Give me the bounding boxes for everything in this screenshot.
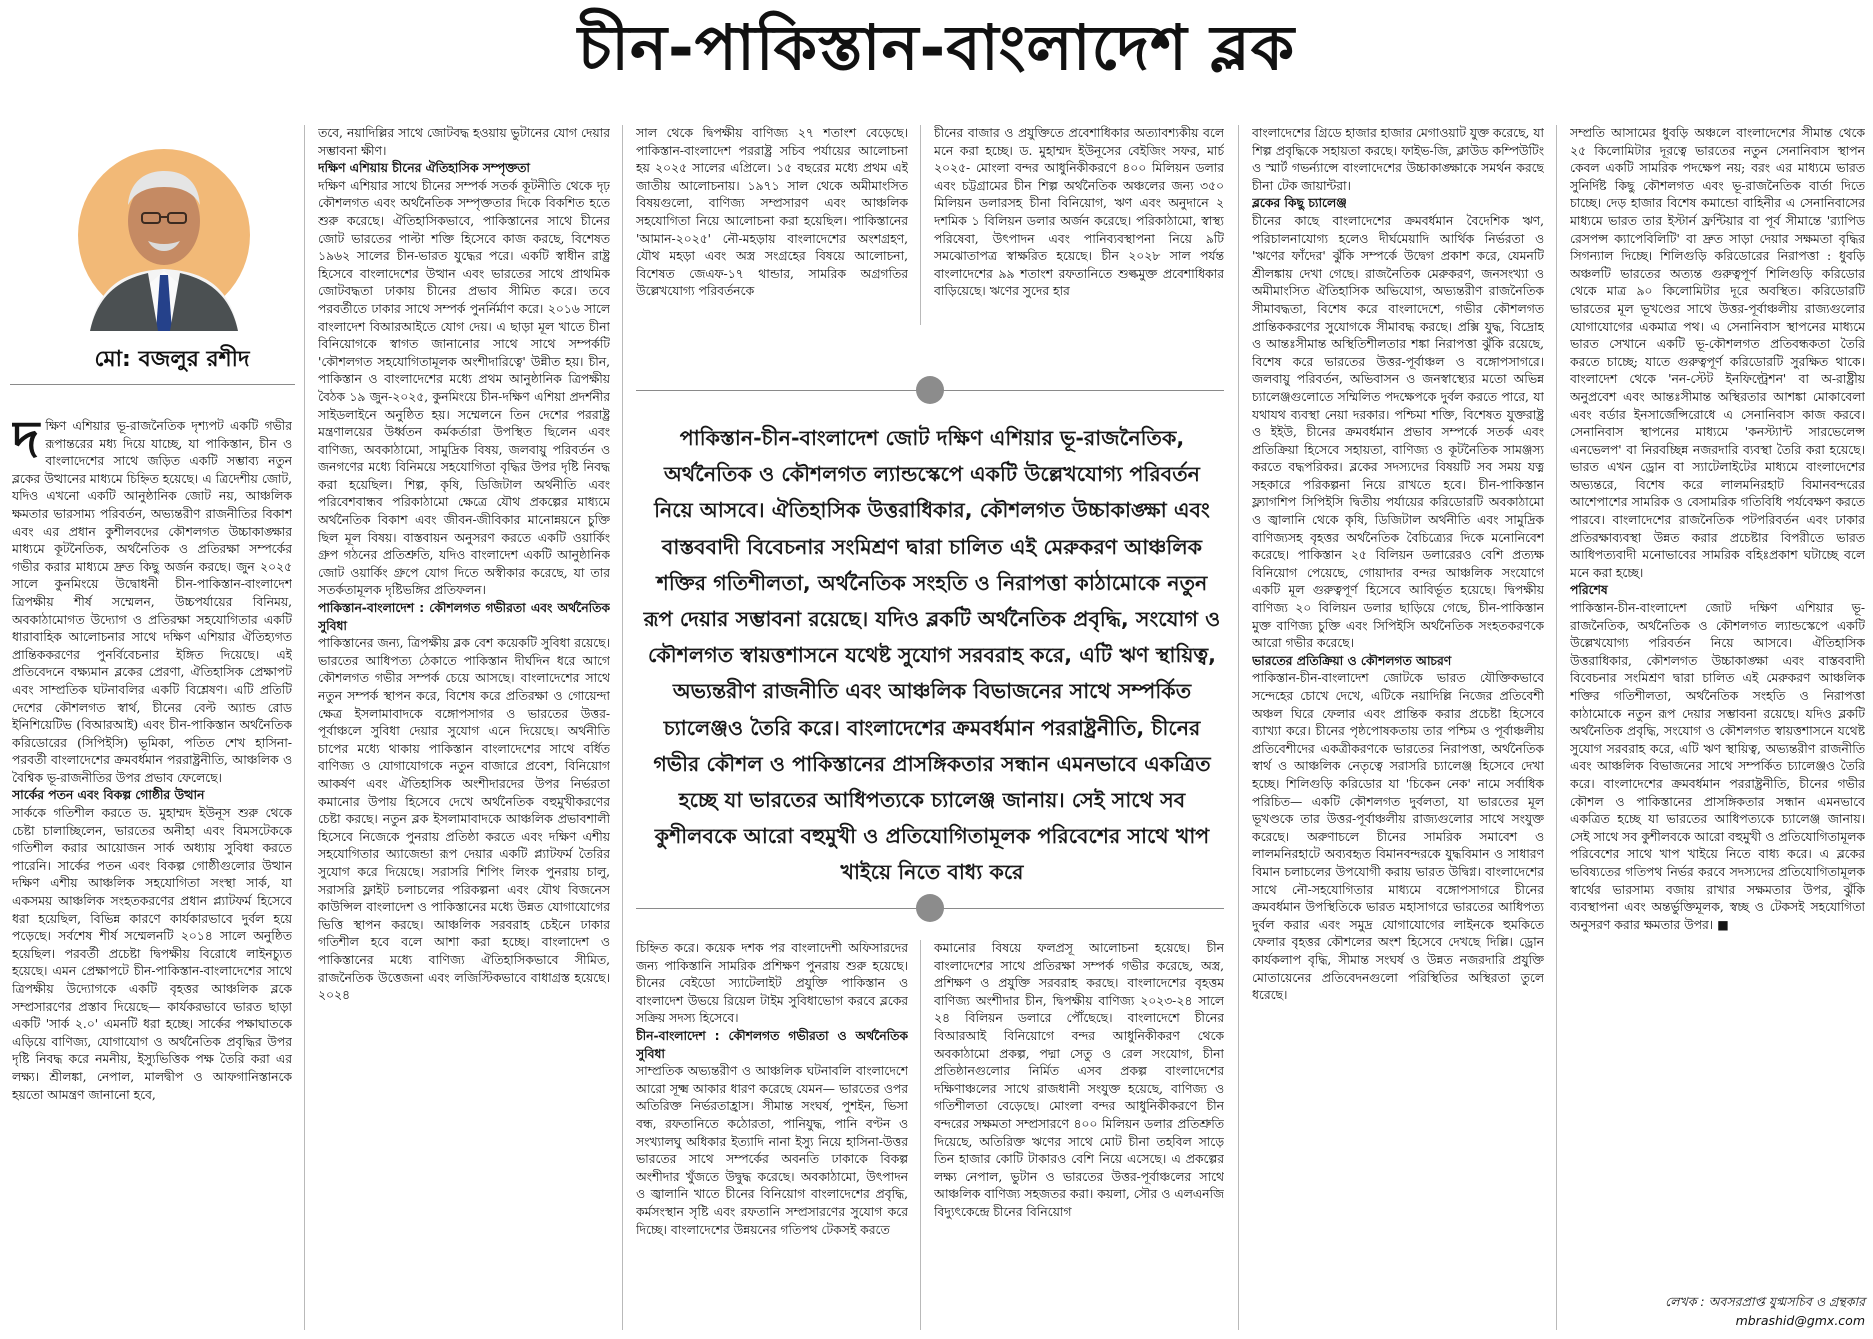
author-byline: মো: বজলুর রশীদ	[94, 347, 250, 372]
body-paragraph: চীনের বাজার ও প্রযুক্তিতে প্রবেশাধিকার অত্যাবশ্যকীয় বলে মনে করা হচ্ছে। ড. মুহাম্মদ ইউনূসের বেইজিং সফর, মার্চ ২০২৫- মোংলা বন্দর আধুনিকীকরণে ৪০০ মিলিয়ন ডলার এবং চট্টগ্রামের চীন শিল্প অর্থনৈতিক অঞ্চলের জন্য ৩৫০ মিলিয়ন ডলারসহ চীনা বিনিয়োগ, ঋণ এবং অনুদানে ২ দশমিক ১ বিলিয়ন ডলার অর্জন করেছে। পরিকাঠামো, স্বাস্থ্য পরিষেবা, উৎপাদন এবং পানিব্যবস্থাপনা নিয়ে ৯টি সমঝোতাপত্র স্বাক্ষরিত হয়েছে। চীন ২০২৮ সাল পর্যন্ত বাংলাদেশের ৯৯ শতাংশ রফতানিতে শুল্কমুক্ত প্রবেশাধিকার বাড়িয়েছে। ঋণের সুদের হার	[934, 126, 1224, 299]
body-paragraph: কমানোর বিষয়ে ফলপ্রসূ আলোচনা হয়েছে। চীন বাংলাদেশের সাথে প্রতিরক্ষা সম্পর্ক গভীর করেছে, অস্ত্র, প্রশিক্ষণ ও প্রযুক্তি সরবরাহ করছে। বাংলাদেশের বৃহত্তম বাণিজ্য অংশীদার চীন, দ্বিপক্ষীয় বাণিজ্য ২০২৩-২৪ সালে ২৪ বিলিয়ন ডলারে পৌঁছেছে। বাংলাদেশে চীনের বিআরআই বিনিয়োগে বন্দর আধুনিকীকরণ থেকে অবকাঠামো প্রকল্প, পদ্মা সেতু ও রেল সংযোগ, চীনা প্রতিষ্ঠানগুলোর নির্মিত এসব প্রকল্প বাংলাদেশের দক্ষিণাঞ্চলের সাথে রাজধানী সংযুক্ত হয়েছে, বাণিজ্য ও গতিশীলতা বেড়েছে। মোংলা বন্দর আধুনিকীকরণে চীন বন্দরের সক্ষমতা সম্প্রসারণে ৪০০ মিলিয়ন ডলার প্রতিশ্রুতি দিয়েছে, অতিরিক্ত ঋণের সাথে মোট চীনা তহবিল সাড়ে তিন হাজার কোটি টাকারও বেশি নিয়ে এসেছে। এ প্রকল্পের লক্ষ্য নেপাল, ভুটান ও ভারতের উত্তর-পূর্বাঞ্চলের সাথে আঞ্চলিক বাণিজ্য সহজতর করা। কয়লা, সৌর ও এলএনজি বিদ্যুৎকেন্দ্রে চীনের বিনিয়োগ	[934, 941, 1224, 1219]
body-paragraph: সম্প্রতি আসামের ধুবড়ি অঞ্চলে বাংলাদেশের সীমান্ত থেকে ২৫ কিলোমিটার দূরত্বে ভারতের নতুন সেনানিবাস স্থাপন কেবল একটি সামরিক পদক্ষেপ নয়; বরং এর মাধ্যমে ভারত সুনির্দিষ্ট কিছু কৌশলগত এবং ভূ-রাজনৈতিক বার্তা দিতে চাচ্ছে। দেড় হাজার বিশেষ কমান্ডো বাহিনীর এ সেনানিবাসের মাধ্যমে ভারত তার ইস্টার্ন ফ্রন্টিয়ার বা পূর্ব সীমান্তে 'র‍্যাপিড রেসপন্স ক্যাপেবিলিটি' বা দ্রুত সাড়া দেয়ার সক্ষমতা বৃদ্ধির সিগন্যাল দিচ্ছে। শিলিগুড়ি করিডোরের নিরাপত্তা : ধুবড়ি অঞ্চলটি ভারতের অত্যন্ত গুরুত্বপূর্ণ শিলিগুড়ি করিডোর থেকে মাত্র ৯০ কিলোমিটার দূরে অবস্থিত। করিডোরটি ভারতের মূল ভূখণ্ডের সাথে উত্তর-পূর্বাঞ্চলীয় রাজ্যগুলোর যোগাযোগের একমাত্র পথ। এ সেনানিবাস স্থাপনের মাধ্যমে ভারত সেখানে একটি ভূ-কৌশলগত প্রতিবন্ধকতা তৈরি করতে চাচ্ছে; যাতে গুরুত্বপূর্ণ করিডোরটি সুরক্ষিত থাকে। বাংলাদেশ থেকে 'নন-স্টেট ইনফিল্ট্রেশন' বা অ-রাষ্ট্রীয় অনুপ্রবেশ এবং আন্তঃসীমান্ত অস্থিরতার আশঙ্কা মোকাবেলা এবং বর্ডার ইনসার্জেন্সিরোধে এ সেনানিবাস কাজ করবে। সেনানিবাস স্থাপনের মাধ্যমে 'কনস্ট্যান্ট সারভেলেন্স এনভেলপ' বা নিরবচ্ছিন্ন নজরদারি ব্যবস্থা তৈরি করা হয়েছে। ভারত এখন ড্রোন বা স্যাটেলাইটের মাধ্যমে বাংলাদেশের অভ্যন্তরে, বিশেষ করে লালমনিরহাট বিমানবন্দরের আশেপাশের সামরিক ও বেসামরিক গতিবিধি পর্যবেক্ষণ করতে পারবে। বাংলাদেশের রাজনৈতিক পটপরিবর্তন এবং ঢাকার প্রতিরক্ষাব্যবস্থা উন্নত করার প্রচেষ্টার বিপরীতে ভারত আধিপত্যবাদী মনোভাবের সামরিক বহিঃপ্রকাশ ঘটাচ্ছে বলে মনে করা হচ্ছে।	[1570, 126, 1865, 580]
subhead-bloc-challenges: ব্লকের কিছু চ্যালেঞ্জ	[1252, 196, 1347, 211]
author-portrait-image	[78, 143, 250, 331]
drop-cap: দ	[12, 418, 40, 470]
body-paragraph: পাকিস্তান-চীন-বাংলাদেশ জোট দক্ষিণ এশিয়ার ভূ-রাজনৈতিক, অর্থনৈতিক ও কৌশলগত ল্যান্ডস্কেপে একটি উল্লেখযোগ্য পরিবর্তন নিয়ে আসবে। ঐতিহাসিক উত্তরাধিকার, কৌশলগত উচ্চাকাঙ্ক্ষা এবং বাস্তববাদী বিবেচনার সংমিশ্রণ দ্বারা চালিত এই মেরুকরণ আঞ্চলিক শক্তির গতিশীলতা, অর্থনৈতিক সংহতি ও নিরাপত্তা কাঠামোকে নতুন রূপ দেয়ার সম্ভাবনা রয়েছে। যদিও ব্লকটি অর্থনৈতিক প্রবৃদ্ধি, সংযোগ ও কৌশলগত স্বায়ত্তশাসনে যথেষ্ট সুযোগ সরবরাহ করে, এটি ঋণ স্থায়িত্ব, অভ্যন্তরীণ রাজনীতি এবং আঞ্চলিক বিভাজনের সাথে সম্পর্কিত চ্যালেঞ্জও তৈরি করে। বাংলাদেশের ক্রমবর্ধমান পররাষ্ট্রনীতি, চীনের গভীর কৌশল ও পাকিস্তানের প্রাসঙ্গিকতার সন্ধান এমনভাবে একত্রিত হচ্ছে যা ভারতের আধিপত্যকে চ্যালেঞ্জ জানায়। সেই সাথে সব কুশীলবকে আরো বহুমুখী ও প্রতিযোগিতামূলক পরিবেশের সাথে খাপ খাইয়ে নিতে বাধ্য করে। এ ব্লকের ভবিষ্যতের গতিপথ নির্ভর করবে সদস্যদের প্রতিযোগিতামূলক স্বার্থের ভারসাম্য বজায় রাখার সক্ষমতার উপর, ঝুঁকি ব্যবস্থাপনা এবং অন্তর্ভুক্তিমূলক, স্বচ্ছ ও টেকসই সহযোগিতা অনুসরণ করার ক্ষমতার উপর। ■	[1570, 601, 1865, 932]
writer-email: mbrashid@gmx.com	[1735, 1313, 1865, 1328]
column-6	[1570, 125, 1865, 1285]
pullquote-dot-bottom	[916, 894, 944, 922]
column-divider	[304, 125, 305, 1330]
column-3-bottom	[636, 940, 908, 1330]
body-paragraph: তবে, নয়াদিল্লির সাথে জোটবদ্ধ হওয়ায় ভুটানের যোগ দেয়ার সম্ভাবনা ক্ষীণ।	[318, 126, 610, 158]
body-paragraph: চিহ্নিত করে। কয়েক দশক পর বাংলাদেশী অফিসারদের জন্য পাকিস্তানি সামরিক প্রশিক্ষণ পুনরায় শুরু হয়েছে। চীনের বেইডো স্যাটেলাইট প্রযুক্তি পাকিস্তান ও বাংলাদেশ উভয়ে রিয়েল টাইম সুবিধাভোগ করবে ব্লকের সক্রিয় সদস্য হিসেবে।	[636, 941, 908, 1026]
end-mark: ■	[1717, 917, 1729, 932]
subhead-india-response: ভারতের প্রতিক্রিয়া ও কৌশলগত আচরণ	[1252, 653, 1452, 668]
body-paragraph: দক্ষিণ এশিয়ার সাথে চীনের সম্পর্ক সতর্ক কূটনীতি থেকে দৃঢ় কৌশলগত এবং অর্থনৈতিক সম্পৃক্ততার দিকে বিকশিত হতে শুরু করেছে। ঐতিহাসিকভাবে, পাকিস্তানের সাথে চীনের জোট ভারতের পাল্টা শক্তি হিসেবে কাজ করছে, বিশেষত ১৯৬২ সালের চীন-ভারত যুদ্ধের পরে। একটি স্বাধীন রাষ্ট্র হিসেবে বাংলাদেশের উত্থান এবং ভারতের সাথে প্রাথমিক জোটবদ্ধতা ঢাকায় চীনের প্রভাব সীমিত করে। তবে পরবর্তীতে ঢাকার সাথে সম্পর্ক পুনর্নির্মাণ করে। ২০১৬ সালে বাংলাদেশ বিআরআইতে যোগ দেয়। এ ছাড়া মূল খাতে চীনা বিনিয়োগকে স্বাগত জানানোর সাথে সাথে সম্পর্কটি 'কৌশলগত সহযোগিতামূলক অংশীদারিত্বে' উন্নীত হয়। চীন, পাকিস্তান ও বাংলাদেশের মধ্যে প্রথম আনুষ্ঠানিক ত্রিপক্ষীয় বৈঠক ১৯ জুন-২০২৫, কুনমিংয়ে চীন-দক্ষিণ এশিয়া প্রদর্শনীর সাইডলাইনে অনুষ্ঠিত হয়। সম্মেলনে তিন দেশের পররাষ্ট্র মন্ত্রণালয়ের উর্ধ্বতন কর্মকর্তারা উপস্থিত ছিলেন এবং বাণিজ্য, অবকাঠামো, সামুদ্রিক বিষয়, জলবায়ু পরিবর্তন ও জনগণের মধ্যে বিনিময়ে সহযোগিতা বৃদ্ধির উপর দৃষ্টি নিবদ্ধ করা হয়েছিল। শিল্প, কৃষি, ডিজিটাল অর্থনীতি এবং পরিবেশবান্ধব পরিকাঠামো ক্ষেত্রে যৌথ প্রকল্পের মাধ্যমে অর্থনৈতিক বিকাশ এবং জীবন-জীবিকার মানোন্নয়নে চুক্তি ছিল মূল বিষয়। বাস্তবায়ন অনুসরণ করতে একটি ওয়ার্কিং গ্রুপ গঠনের প্রতিশ্রুতি, যদিও বাংলাদেশ একটি আনুষ্ঠানিক জোট ওয়ার্কিং গ্রুপে যোগ দিতে অস্বীকার করেছে, যা তার সতর্কতামূলক দৃষ্টিভঙ্গির প্রতিফলন।	[318, 178, 610, 598]
column-4-top	[934, 125, 1224, 325]
column-4-bottom	[934, 940, 1224, 1330]
byline-rule	[10, 384, 295, 385]
column-divider	[920, 940, 921, 1330]
body-paragraph: বাংলাদেশের গ্রিডে হাজার হাজার মেগাওয়াট যুক্ত করেছে, যা শিল্প প্রবৃদ্ধিকে সহায়তা করছে। ফাইভ-জি, ক্লাউড কম্পিউটিং ও স্মার্ট গভর্ন্যান্সে বাংলাদেশের উচ্চাকাঙ্ক্ষাকে সমর্থন করছে চীনা টেক জায়ান্টরা।	[1252, 126, 1544, 193]
column-3-top	[636, 125, 908, 325]
column-5	[1252, 125, 1544, 1328]
column-divider	[1556, 125, 1557, 1330]
writer-credit: লেখক : অবসরপ্রাপ্ত যুগ্মসচিব ও গ্রন্থকার	[1665, 1294, 1865, 1309]
column-divider	[1238, 125, 1239, 1330]
subhead-saarc-collapse: সার্কের পতন এবং বিকল্প গোষ্ঠীর উত্থান	[12, 788, 205, 803]
author-photo	[78, 143, 250, 331]
body-paragraph: চীনের কাছে বাংলাদেশের ক্রমবর্ধমান বৈদেশিক ঋণ, পরিচালনাযোগ্য হলেও দীর্ঘমেয়াদি আর্থিক নির্ভরতা ও 'ঋণের ফাঁদের' ঝুঁকি সম্পর্কে উদ্বেগ প্রকাশ করে, যেমনটি শ্রীলঙ্কায় দেখা গেছে। রাজনৈতিক মেরুকরণ, জনসংখ্যা ও অমীমাংসিত ঐতিহাসিক অভিযোগ, অভ্যন্তরীণ রাজনৈতিক সীমাবদ্ধতা, বিশেষ করে বাংলাদেশে, গভীর কৌশলগত প্রান্তিককরণের সুযোগকে সীমাবদ্ধ করছে। প্রক্সি যুদ্ধ, বিদ্রোহ ও আন্তঃসীমান্ত অস্থিতিশীলতার শঙ্কা নিরাপত্তা ঝুঁকি রয়েছে, বিশেষ করে ভারতের উত্তর-পূর্বাঞ্চল ও বঙ্গোপসাগরে। জলবায়ু পরিবর্তন, অভিবাসন ও জনস্বাস্থ্যের মতো অভিন্ন চ্যালেঞ্জগুলোতে সম্মিলিত পদক্ষেপকে দুর্বল করতে পারে, যা যথাযথ ব্যবস্থা নেয়া দরকার। পশ্চিমা শক্তি, বিশেষত যুক্তরাষ্ট্র ও ইইউ, চীনের ক্রমবর্ধমান প্রভাব সম্পর্কে সতর্ক এবং প্রতিক্রিয়া হিসেবে সহায়তা, বাণিজ্য ও কূটনৈতিক সামঞ্জস্য করতে বদ্ধপরিকর। ব্লকের সদস্যদের বিষয়টি সব সময় যত্ন সহকারে পরিকল্পনা নিয়ে রাখতে হবে। চীন-পাকিস্তান ফ্ল্যাগশিপ সিপিইসি দ্বিতীয় পর্যায়ের করিডোরটি অবকাঠামো ও জ্বালানি থেকে কৃষি, ডিজিটাল অর্থনীতি এবং সামুদ্রিক বাণিজ্যসহ বৃহত্তর অর্থনৈতিক বৈচিত্র্যের দিকে মনোনিবেশ করেছে। পাকিস্তান ২৫ বিলিয়ন ডলারেরও বেশি প্রত্যক্ষ বিনিয়োগ পেয়েছে, গোয়াদার বন্দর আঞ্চলিক সংযোগে একটি মূল গুরুত্বপূর্ণ হিসেবে আবির্ভূত হয়েছে। দ্বিপক্ষীয় বাণিজ্য ২০ বিলিয়ন ডলার ছাড়িয়ে গেছে, চীন-পাকিস্তান মুক্ত বাণিজ্য চুক্তি এবং সিপিইসি অর্থনৈতিক সংহতকরণকে আরো গভীর করেছে।	[1252, 213, 1544, 651]
column-divider	[622, 125, 623, 1330]
column-2	[318, 125, 610, 1328]
pullquote-dot-top	[916, 376, 944, 404]
body-paragraph: পাকিস্তান-চীন-বাংলাদেশ জোটকে ভারত যৌক্তিকভাবে সন্দেহের চোখে দেখে, এটিকে নয়াদিল্লি নিজের প্রতিবেশী অঞ্চল ঘিরে ফেলার এবং প্রান্তিক করার প্রচেষ্টা হিসেবে ব্যাখ্যা করে। চীনের পৃষ্ঠপোষকতায় তার পশ্চিম ও পূর্বাঞ্চলীয় প্রতিবেশীদের একত্রীকরণকে ভারতের নিরাপত্তা, অর্থনৈতিক স্বার্থ ও আঞ্চলিক নেতৃত্বে সরাসরি চ্যালেঞ্জ হিসেবে দেখা হচ্ছে। শিলিগুড়ি করিডোর যা 'চিকেন নেক' নামে সর্বাধিক পরিচিত— একটি কৌশলগত দুর্বলতা, যা ভারতের মূল ভূখণ্ডকে তার উত্তর-পূর্বাঞ্চলীয় রাজ্যগুলোর সাথে সংযুক্ত করেছে। অরুণাচলে চীনের সামরিক সমাবেশ ও লালমনিরহাটে অব্যবহৃত বিমানবন্দরকে যুদ্ধবিমান ও সাধারণ বিমান চলাচলের উপযোগী করায় ভারত উদ্বিগ্ন। বাংলাদেশের সাথে নৌ-সহযোগিতার মাধ্যমে বঙ্গোপসাগরে চীনের ক্রমবর্ধমান উপস্থিতিকে ভারত মহাসাগরে ভারতের আধিপত্য দুর্বল করার এবং সমুদ্র যোগাযোগের লাইনকে হুমকিতে ফেলার বৃহত্তর কৌশলের অংশ হিসেবে দেখছে দিল্লি। ড্রোন কার্যকলাপ বৃদ্ধি, সীমান্ত সংঘর্ষ ও উন্নত নজরদারি প্রযুক্তি মোতায়েনের প্রতিবেদনগুলো পরিস্থিতির অস্থিরতা তুলে ধরেছে।	[1252, 671, 1544, 1003]
subhead-pakistan-bangladesh: পাকিস্তান-বাংলাদেশ : কৌশলগত গভীরতা এবং অর্থনৈতিক সুবিধা	[318, 601, 610, 633]
body-paragraph: পাকিস্তানের জন্য, ত্রিপক্ষীয় ব্লক বেশ কয়েকটি সুবিধা রয়েছে। ভারতের আধিপত্য ঠেকাতে পাকিস্তান দীর্ঘদিন ধরে আগে কৌশলগত গভীর সম্পর্ক চেয়ে আসছে। বাংলাদেশের সাথে নতুন সম্পর্ক স্থাপন করে, বিশেষ করে প্রতিরক্ষা ও গোয়েন্দা ক্ষেত্র ইসলামাবাদকে বঙ্গোপসাগর ও ভারতের উত্তর-পূর্বাঞ্চলে সুবিধা দেয়ার সুযোগ এনে দিয়েছে। অর্থনীতি চাপের মধ্যে থাকায় পাকিস্তান বাংলাদেশের সাথে বর্ধিত বাণিজ্য ও যোগাযোগকে নতুন বাজারে প্রবেশ, বিনিয়োগ আকর্ষণ এবং ঐতিহাসিক অংশীদারদের উপর নির্ভরতা কমানোর উপায় হিসেবে দেখে অর্থনৈতিক বহুমুখীকরণের চেষ্টা করছে। নতুন ব্লক ইসলামাবাদকে আঞ্চলিক প্রভাবশালী হিসেবে নিজেকে পুনরায় প্রতিষ্ঠা করতে এবং দক্ষিণ এশীয় সহযোগিতার অ্যাজেন্ডা রূপ দেয়ার একটি প্ল্যাটফর্ম তৈরির সুযোগ করে দিয়েছে। সরাসরি শিপিং লিংক পুনরায় চালু, সরাসরি ফ্লাইট চলাচলের পরিকল্পনা এবং যৌথ বিজনেস কাউন্সিল বাংলাদেশ ও পাকিস্তানের মধ্যে উন্নত যোগাযোগের ভিত্তি স্থাপন করছে। আঞ্চলিক সরবরাহ চেইনে ঢাকার গতিশীল হবে বলে আশা করা হচ্ছে। বাংলাদেশ ও পাকিস্তানের মধ্যে বাণিজ্য ঐতিহাসিকভাবে সীমিত, রাজনৈতিক উত্তেজনা এবং লজিস্টিকভাবে বাধাগ্রস্ত হয়েছে। ২০২৪	[318, 636, 610, 1003]
body-paragraph: সাল থেকে দ্বিপক্ষীয় বাণিজ্য ২৭ শতাংশ বেড়েছে। পাকিস্তান-বাংলাদেশ পররাষ্ট্র সচিব পর্যায়ের আলোচনা হয় ২০২৫ সালের এপ্রিলে। ১৫ বছরের মধ্যে প্রথম এই জাতীয় আলোচনায়। ১৯৭১ সাল থেকে অমীমাংসিত বিষয়গুলো, বাণিজ্য সম্প্রসারণ এবং আঞ্চলিক সহযোগিতা নিয়ে আলোচনা করা হয়েছিল। পাকিস্তানের 'আমান-২০২৫' নৌ-মহড়ায় বাংলাদেশের অংশগ্রহণ, যৌথ মহড়া এবং অস্ত্র সংগ্রহের বিষয়ে আলোচনা, বিশেষত জেএফ-১৭ থান্ডার, সামরিক অগ্রগতির উল্লেখযোগ্য পরিবর্তনকে	[636, 126, 908, 299]
subhead-china-bangladesh: চীন-বাংলাদেশ : কৌশলগত গভীরতা ও অর্থনৈতিক সুবিধা	[636, 1028, 908, 1061]
pull-quote: পাকিস্তান-চীন-বাংলাদেশ জোট দক্ষিণ এশিয়ার ভূ-রাজনৈতিক, অর্থনৈতিক ও কৌশলগত ল্যান্ডস্কেপে একটি উল্লেখযোগ্য পরিবর্তন নিয়ে আসবে। ঐতিহাসিক উত্তরাধিকার, কৌশলগত উচ্চাকাঙ্ক্ষা এবং বাস্তববাদী বিবেচনার সংমিশ্রণ দ্বারা চালিত এই মেরুকরণ আঞ্চলিক শক্তির গতিশীলতা, অর্থনৈতিক সংহতি ও নিরাপত্তা কাঠামোকে নতুন রূপ দেয়ার সম্ভাবনা রয়েছে। যদিও ব্লকটি অর্থনৈতিক প্রবৃদ্ধি, সংযোগ ও কৌশলগত স্বায়ত্তশাসনে যথেষ্ট সুযোগ সরবরাহ করে, এটি ঋণ স্থায়িত্ব, অভ্যন্তরীণ রাজনীতি এবং আঞ্চলিক বিভাজনের সাথে সম্পর্কিত চ্যালেঞ্জও তৈরি করে। বাংলাদেশের ক্রমবর্ধমান পররাষ্ট্রনীতি, চীনের গভীর কৌশল ও পাকিস্তানের প্রাসঙ্গিকতার সন্ধান এমনভাবে একত্রিত হচ্ছে যা ভারতের আধিপত্যকে চ্যালেঞ্জ জানায়। সেই সাথে সব কুশীলবকে আরো বহুমুখী ও প্রতিযোগিতামূলক পরিবেশের সাথে খাপ খাইয়ে নিতে বাধ্য করে	[643, 426, 1221, 885]
column-1	[12, 418, 292, 1328]
body-paragraph: সাম্প্রতিক অভ্যন্তরীণ ও আঞ্চলিক ঘটনাবলি বাংলাদেশে আরো সূক্ষ্ম আকার ধারণ করেছে যেমন— ভারতের ওপর অতিরিক্ত নির্ভরতাহ্রাস। সীমান্ত সংঘর্ষ, পুশইন, ভিসা বন্ধ, রফতানিতে কঠোরতা, পানিযুদ্ধ, পানি বণ্টন ও সংখ্যালঘু অধিকার ইত্যাদি নানা ইস্যু নিয়ে হাসিনা-উত্তর ভারতের সাথে সম্পর্কের অবনতি ঢাকাকে বিকল্প অংশীদার খুঁজতে উদ্বুদ্ধ করেছে। অবকাঠামো, উৎপাদন ও জ্বালানি খাতে চীনের বিনিয়োগ বাংলাদেশের প্রবৃদ্ধি, কর্মসংস্থান সৃষ্টি এবং রফতানি সম্প্রসারণের সুযোগ করে দিচ্ছে। বাংলাদেশের উন্নয়নের গতিপথ টেকসই করতে	[636, 1064, 908, 1237]
lead-paragraph: দক্ষিণ এশিয়ার ভূ-রাজনৈতিক দৃশ্যপট একটি গভীর রূপান্তরের মধ্য দিয়ে যাচ্ছে, যা পাকিস্তান, চীন ও বাংলাদেশের সাথে জড়িত একটি সম্ভাব্য নতুন ব্লকের উত্থানের মাধ্যমে চিহ্নিত হয়েছে। এ ত্রিদেশীয় জোট, যদিও এখনো একটি আনুষ্ঠানিক জোট নয়, আঞ্চলিক ক্ষমতার ভারসাম্য পরিবর্তন, অভ্যন্তরীণ রাজনীতির বিকাশ এবং এর প্রধান কুশীলবদের কৌশলগত উচ্চাকাঙ্ক্ষার মাধ্যমে কূটনৈতিক, অর্থনৈতিক ও প্রতিরক্ষা সম্পর্কের গভীর করার মাধ্যমে দ্রুত কিছু অর্জন করছে। জুন ২০২৫ সালে কুনমিংয়ে উদ্বোধনী চীন-পাকিস্তান-বাংলাদেশ ত্রিপক্ষীয় শীর্ষ সম্মেলন, উচ্চপর্যায়ের বিনিময়, অবকাঠামোগত উদ্যোগ ও প্রতিরক্ষা সহযোগিতার একটি ধারাবাহিক আলোচনার সাথে দক্ষিণ এশিয়ার ঐতিহ্যগত প্রান্তিককরণের পুনর্বিবেচনার ইঙ্গিত দিয়েছে। এই প্রতিবেদনে বক্ষ্যমান ব্লকের প্রেরণা, ঐতিহাসিক প্রেক্ষাপট এবং সাম্প্রতিক ঘটনাবলির একটি বিশ্লেষণ। এটি প্রতিটি দেশের কৌশলগত স্বার্থ, চীনের বেল্ট অ্যান্ড রোড ইনিশিয়েটিভ (বিআরআই) এবং চীন-পাকিস্তান অর্থনৈতিক করিডোরের (সিপিইসি) ভূমিকা, পতিত শেখ হাসিনা-পরবর্তী বাংলাদেশের ক্রমবর্ধমান পররাষ্ট্রনীতি, আঞ্চলিক ও বৈশ্বিক ভূ-রাজনীতির উপর প্রভাব ফেলেছে।	[12, 418, 292, 785]
page-headline: চীন-পাকিস্তান-বাংলাদেশ ব্লক	[577, 11, 1296, 84]
subhead-conclusion: পরিশেষ	[1570, 583, 1608, 598]
subhead-china-history: দক্ষিণ এশিয়ায় চীনের ঐতিহাসিক সম্পৃক্ততা	[318, 161, 530, 176]
column-divider	[920, 125, 921, 325]
body-paragraph: সার্ককে গতিশীল করতে ড. মুহাম্মদ ইউনূস শুরু থেকে চেষ্টা চালাচ্ছিলেন, ভারতের অনীহা এবং বিমসটেককে গতিশীল করার আয়োজন সার্ক অধ্যায় সুবিধা করতে পারেনি। সার্কের পতন এবং বিকল্প গোষ্ঠীগুলোর উত্থান দক্ষিণ এশীয় আঞ্চলিক সহযোগিতা সংস্থা সার্ক, যা একসময় আঞ্চলিক সংহতকরণের প্রধান প্ল্যাটফর্ম হিসেবে ধরা হয়েছিল, বিভিন্ন কারণে কার্যকারভাবে দুর্বল হয়ে পড়েছে। সর্বশেষ শীর্ষ সম্মেলনটি ২০১৪ সালে অনুষ্ঠিত হয়েছিল। পরবর্তী প্রচেষ্টা দ্বিপক্ষীয় বিরোধে লাইনচ্যুত হয়েছে। এমন প্রেক্ষাপটে চীন-পাকিস্তান-বাংলাদেশের সাথে ত্রিপক্ষীয় উদ্যোগকে একটি বৃহত্তর আঞ্চলিক ব্লকে সম্প্রসারণের প্রস্তাব দিয়েছে— কার্যকরভাবে ভারত ছাড়া একটি 'সার্ক ২.০' এমনটি ধরা হচ্ছে। সার্কের পক্ষাঘাতকে এড়িয়ে বাণিজ্য, যোগাযোগ ও অর্থনৈতিক প্রবৃদ্ধির উপর দৃষ্টি নিবদ্ধ করে নমনীয়, ইস্যুভিত্তিক পক্ষ তৈরি করা এর লক্ষ্য। শ্রীলঙ্কা, নেপাল, মালদ্বীপ ও আফগানিস্তানকে হয়তো আমন্ত্রণ জানানো হবে,	[12, 806, 292, 1102]
